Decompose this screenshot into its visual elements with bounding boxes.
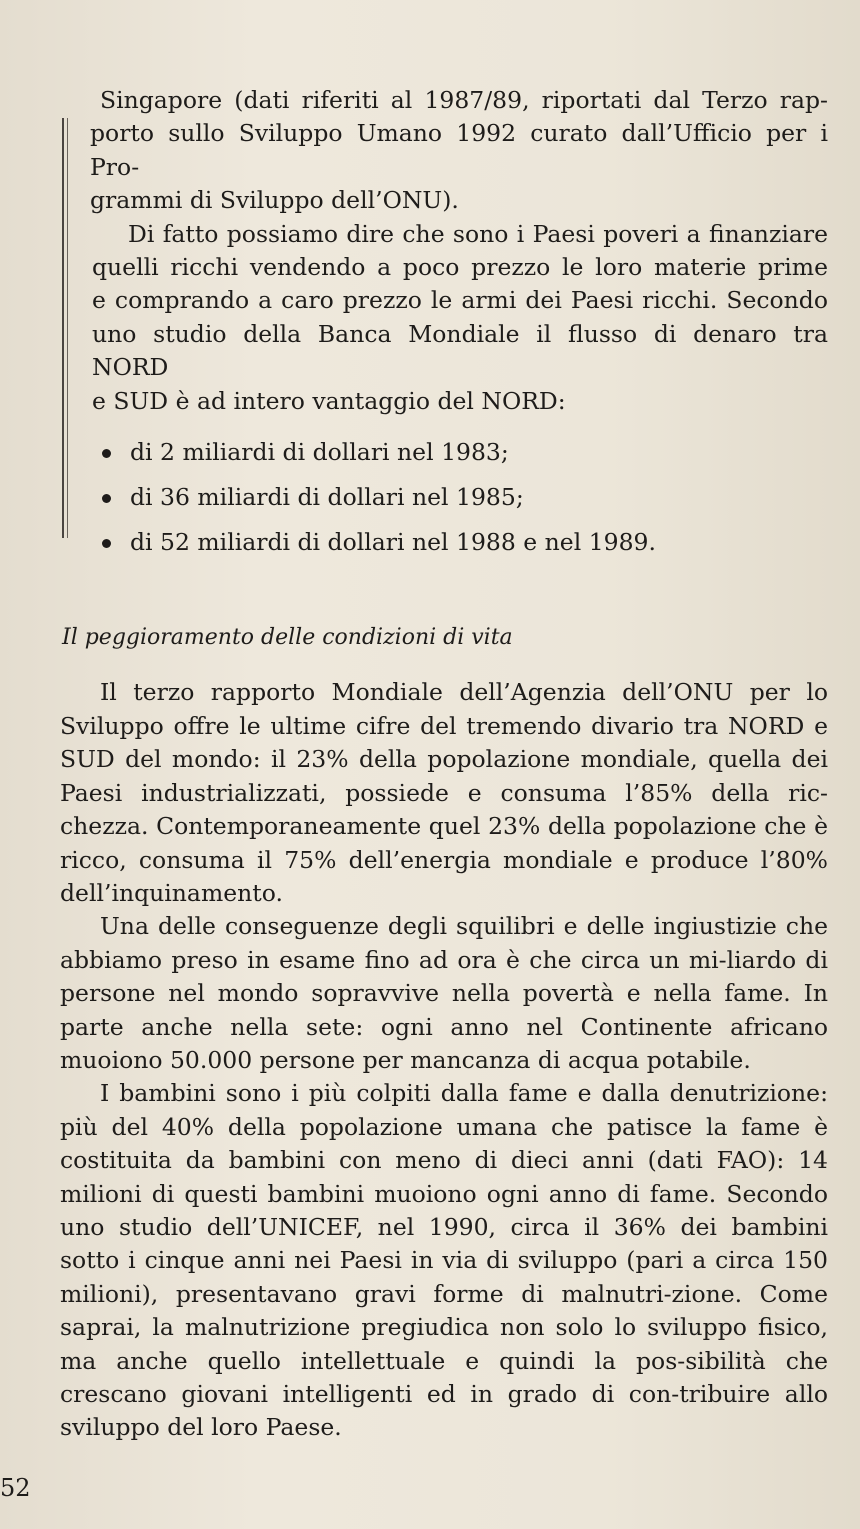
bullet-text-3: di 52 miliardi di dollari nel 1988 e nel 1989. (130, 528, 656, 557)
list-item (100, 520, 828, 565)
intro-line-2: porto sullo Sviluppo Umano 1992 curato dall’Ufficio per i Pro- (90, 119, 828, 181)
list-item (100, 430, 828, 475)
intro-line-1: Singapore (dati riferiti al 1987/89, riportati dal Terzo rap- (100, 86, 828, 114)
bullet-text-1: di 2 miliardi di dollari nel 1983; (130, 438, 509, 467)
paragraph-divario: Il terzo rapporto Mondiale dell’Agenzia dell’ONU per lo Sviluppo offre le ultime cifre del tremendo divario tra NORD e SUD del mondo: il 23% della popolazione mondiale, quella dei Paesi industrializzati, possiede e consuma l’85% della ric-chezza. Contemporaneamente quel 23% della popolazione che è ricco, consuma il 75% dell’energia mondiale e produce l’80% dell’inquinamento. (60, 678, 828, 907)
financing-line-3: e comprando a caro prezzo le armi dei Paesi ricchi. Secondo (92, 286, 828, 315)
paragraph-financing (92, 218, 828, 418)
bullet-text-2: di 36 miliardi di dollari nel 1985; (130, 483, 524, 512)
bullet-icon (102, 539, 111, 548)
page-text (60, 84, 828, 1445)
paragraph-intro (90, 84, 828, 218)
financing-line-1: Di fatto possiamo dire che sono i Paesi poveri a finanziare (128, 219, 828, 248)
section-body (60, 676, 828, 1444)
paragraph-conseguenze: Una delle conseguenze degli squilibri e delle ingiustizie che abbiamo preso in esame fino ad ora è che circa un mi-liardo di persone nel mondo sopravvive nella povertà e nella fame. In parte anche nella sete: ogni anno nel Continente africano muoiono 50.000 persone per mancanza di acqua potabile. (60, 912, 828, 1074)
margin-rule-inner (67, 118, 68, 538)
bullet-icon (102, 449, 111, 458)
financing-line-4: uno studio della Banca Mondiale il flusso di denaro tra NORD (92, 319, 828, 382)
bullet-icon (102, 494, 111, 503)
list-item (100, 475, 828, 520)
page-number: 52 (0, 1474, 31, 1502)
intro-line-3: grammi di Sviluppo dell’ONU). (90, 186, 459, 215)
financing-line-5: e SUD è ad intero vantaggio del NORD: (92, 386, 566, 415)
paragraph-bambini: I bambini sono i più colpiti dalla fame e dalla denutrizione: più del 40% della popolazione umana che patisce la fame è costituita da bambini con meno di dieci anni (dati FAO): 14 milioni di questi bambini muoiono ogni anno di fame. Secondo uno studio dell’UNICEF, nel 1990, circa il 36% dei bambini sotto i cinque anni nei Paesi in via di sviluppo (pari a circa 150 milioni), presentavano gravi forme di malnutri-zione. Come saprai, la malnutrizione pregiudica non solo lo sviluppo fisico, ma anche quello intellettuale e quindi la pos-sibilità che crescano giovani intelligenti ed in grado di con-tribuire allo sviluppo del loro Paese. (60, 1079, 828, 1442)
financing-line-2: quelli ricchi vendendo a poco prezzo le loro materie prime (92, 253, 828, 282)
section-heading: Il peggioramento delle condizioni di vita (62, 625, 513, 651)
bullet-list (100, 430, 828, 565)
margin-rule (62, 118, 64, 538)
